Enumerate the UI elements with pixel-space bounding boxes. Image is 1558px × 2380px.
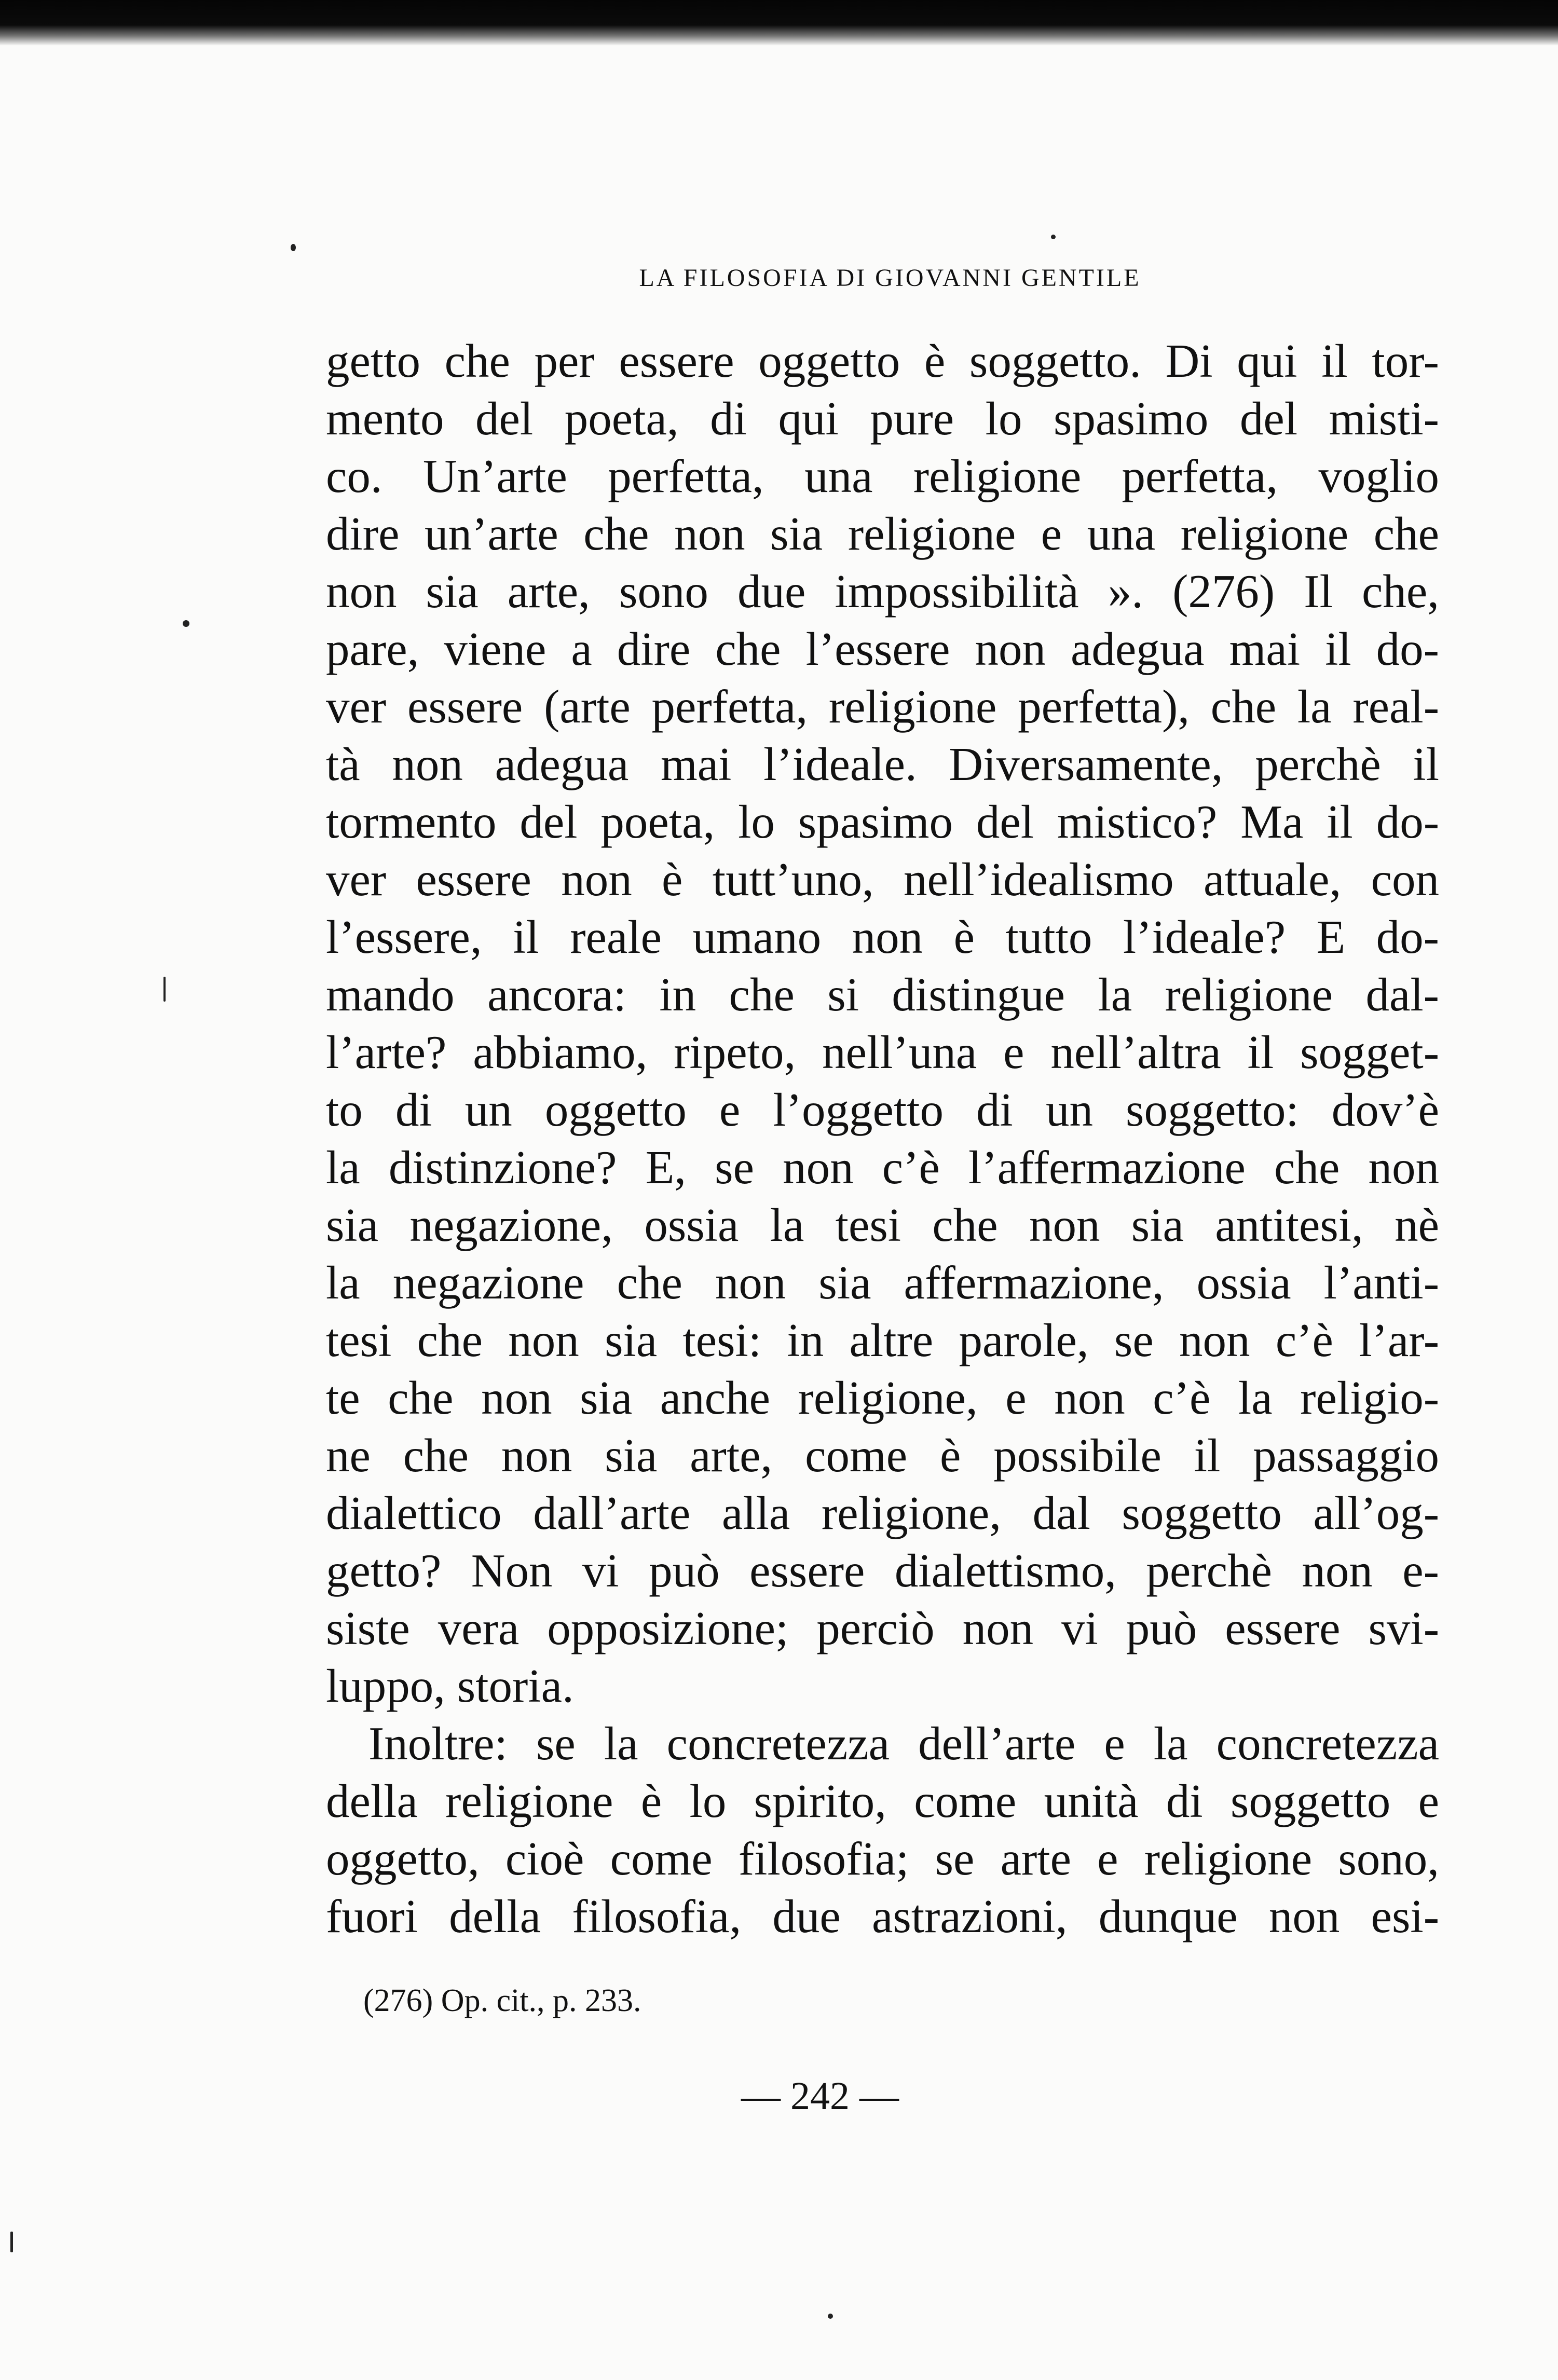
text-line: la distinzione? E, se non c’è l’affermazione che non: [326, 1141, 1439, 1194]
scan-speck: [291, 244, 296, 251]
scan-speck: [828, 2314, 833, 2319]
paragraph-end-line: luppo, storia.: [326, 1660, 574, 1712]
running-head: LA FILOSOFIA DI GIOVANNI GENTILE: [639, 264, 1141, 292]
scan-speck: [183, 620, 189, 627]
text-line: tà non adegua mai l’ideale. Diversamente, perchè il: [326, 738, 1439, 790]
scan-top-edge: [0, 0, 1558, 46]
footnote: (276) Op. cit., p. 233.: [363, 1983, 641, 2018]
text-line: tesi che non sia tesi: in altre parole, se non c’è l’ar-: [326, 1314, 1439, 1366]
text-line: dialettico dall’arte alla religione, dal soggetto all’og-: [326, 1487, 1439, 1539]
text-line: ver essere non è tutt’uno, nell’idealismo attuale, con: [326, 853, 1439, 906]
text-line: oggetto, cioè come filosofia; se arte e religione sono,: [326, 1832, 1439, 1885]
text-line: mando ancora: in che si distingue la religione dal-: [326, 968, 1439, 1021]
page-number: — 242 —: [741, 2074, 899, 2118]
paragraph-start-line: Inoltre: se la concretezza dell’arte e la concretezza: [368, 1717, 1439, 1770]
text-line: siste vera opposizione; perciò non vi può essere svi-: [326, 1602, 1439, 1654]
text-line: ver essere (arte perfetta, religione perfetta), che la real-: [326, 680, 1439, 733]
main-text: [326, 332, 1439, 1945]
text-line: l’essere, il reale umano non è tutto l’ideale? E do-: [326, 911, 1439, 963]
text-line: getto che per essere oggetto è soggetto. Di qui il tor-: [326, 335, 1439, 387]
text-line: to di un oggetto e l’oggetto di un soggetto: dov’è: [326, 1084, 1439, 1136]
scan-speck: [10, 2232, 13, 2252]
text-line: mento del poeta, di qui pure lo spasimo del misti-: [326, 392, 1439, 445]
text-line: ne che non sia arte, come è possibile il passaggio: [326, 1429, 1439, 1482]
text-line: tormento del poeta, lo spasimo del mistico? Ma il do-: [326, 796, 1439, 848]
text-line: co. Un’arte perfetta, una religione perfetta, voglio: [326, 450, 1439, 502]
text-line: sia negazione, ossia la tesi che non sia antitesi, nè: [326, 1199, 1439, 1251]
text-line: getto? Non vi può essere dialettismo, perchè non e-: [326, 1544, 1439, 1597]
text-line: dire un’arte che non sia religione e una religione che: [326, 508, 1439, 560]
text-line: della religione è lo spirito, come unità di soggetto e: [326, 1775, 1439, 1827]
scan-speck: [163, 977, 166, 1002]
scan-speck: [1051, 235, 1056, 239]
text-line: l’arte? abbiamo, ripeto, nell’una e nell’altra il sogget-: [326, 1026, 1439, 1078]
text-line: non sia arte, sono due impossibilità ». (276) Il che,: [326, 565, 1439, 618]
text-line: la negazione che non sia affermazione, ossia l’anti-: [326, 1256, 1439, 1309]
text-line: pare, viene a dire che l’essere non adegua mai il do-: [326, 623, 1439, 675]
text-line: fuori della filosofia, due astrazioni, dunque non esi-: [326, 1890, 1439, 1943]
text-line: te che non sia anche religione, e non c’è la religio-: [326, 1372, 1439, 1424]
